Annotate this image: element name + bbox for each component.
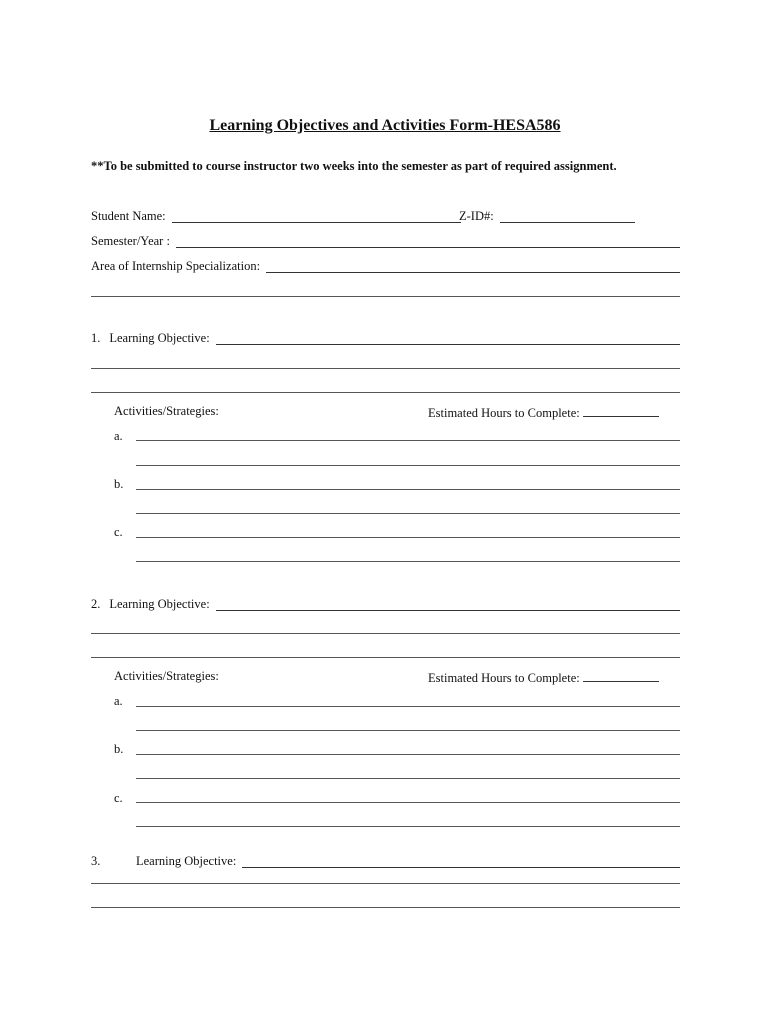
objective-3-row	[136, 850, 680, 868]
activity-1b-line-2[interactable]	[136, 513, 680, 514]
area-field[interactable]	[266, 258, 680, 273]
objective-1-label: Learning Objective:	[109, 331, 210, 345]
objective-2-line-2[interactable]	[91, 633, 680, 634]
hours-2	[428, 669, 659, 685]
submission-note: **To be submitted to course instructor two weeks into the semester as part of required assignment.	[91, 159, 617, 173]
area-label: Area of Internship Specialization:	[91, 259, 261, 273]
student-name-field[interactable]	[172, 208, 461, 223]
activity-1c-line-1[interactable]	[136, 537, 680, 538]
objective-2-field[interactable]	[216, 596, 680, 611]
objective-3-field[interactable]	[242, 853, 680, 868]
student-name-label: Student Name:	[91, 209, 166, 223]
zid-row	[459, 205, 635, 223]
activity-2c-marker: c.	[114, 791, 123, 805]
objective-1-line-3[interactable]	[91, 392, 680, 393]
objective-3-label: Learning Objective:	[136, 854, 237, 868]
activity-1c-line-2[interactable]	[136, 561, 680, 562]
semester-year-label: Semester/Year :	[91, 234, 170, 248]
activity-2b-line-1[interactable]	[136, 754, 680, 755]
objective-1-field[interactable]	[216, 330, 680, 345]
semester-year-row	[91, 230, 680, 248]
area-field-line-2[interactable]	[91, 296, 680, 297]
activity-1b-line-1[interactable]	[136, 489, 680, 490]
objective-2-line-3[interactable]	[91, 657, 680, 658]
objective-2-row	[91, 593, 680, 611]
zid-label: Z-ID#:	[459, 209, 494, 223]
activity-2c-line-1[interactable]	[136, 802, 680, 803]
objective-1-number: 1.	[91, 331, 101, 345]
activity-2b-marker: b.	[114, 742, 124, 756]
objective-3-line-3[interactable]	[91, 907, 680, 908]
activity-2b-line-2[interactable]	[136, 778, 680, 779]
activity-1a-line-2[interactable]	[136, 465, 680, 466]
activity-2a-line-2[interactable]	[136, 730, 680, 731]
activity-1a-line-1[interactable]	[136, 440, 680, 441]
form-title: Learning Objectives and Activities Form-HESA586	[209, 117, 561, 134]
student-name-row	[91, 205, 461, 223]
activities-1-label: Activities/Strategies:	[114, 404, 219, 418]
objective-3-line-2[interactable]	[91, 883, 680, 884]
hours-1-field[interactable]	[583, 404, 659, 417]
activity-2c-line-2[interactable]	[136, 826, 680, 827]
objective-3-number: 3.	[91, 854, 101, 868]
area-row	[91, 255, 680, 273]
hours-2-field[interactable]	[583, 669, 659, 682]
objective-2-label: Learning Objective:	[109, 597, 210, 611]
hours-1-label: Estimated Hours to Complete:	[428, 406, 580, 420]
objective-2-number: 2.	[91, 597, 101, 611]
activity-1b-marker: b.	[114, 477, 124, 491]
objective-1-line-2[interactable]	[91, 368, 680, 369]
activity-1c-marker: c.	[114, 525, 123, 539]
semester-year-field[interactable]	[176, 233, 680, 248]
zid-field[interactable]	[500, 208, 635, 223]
activities-2-label: Activities/Strategies:	[114, 669, 219, 683]
objective-1-row	[91, 327, 680, 345]
activity-2a-marker: a.	[114, 694, 123, 708]
hours-1	[428, 404, 659, 420]
activity-2a-line-1[interactable]	[136, 706, 680, 707]
activity-1a-marker: a.	[114, 429, 123, 443]
hours-2-label: Estimated Hours to Complete:	[428, 671, 580, 685]
